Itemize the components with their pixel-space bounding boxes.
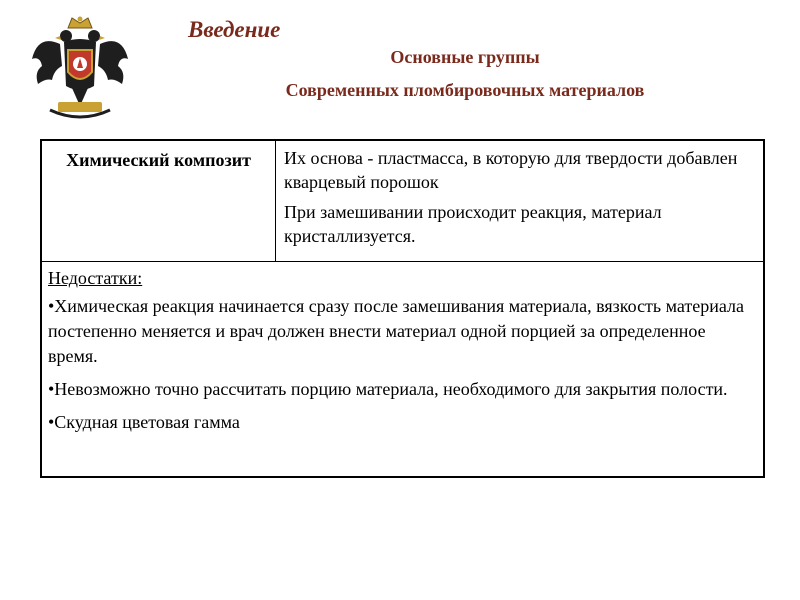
disadvantages-heading: Недостатки:	[48, 268, 143, 288]
material-name-cell	[42, 141, 276, 261]
subtitle-line-1: Основные группы	[390, 47, 540, 67]
description-paragraph: Их основа - пластмасса, в которую для твердости добавлен кварцевый порошок	[284, 148, 738, 192]
double-headed-eagle-emblem-icon	[30, 14, 130, 124]
emblem-logo	[30, 14, 130, 124]
disadvantages-cell	[42, 262, 763, 435]
subtitle-line-2: Современных пломбировочных материалов	[285, 80, 645, 100]
table-row	[42, 141, 763, 262]
material-name: Химический композит	[66, 150, 251, 170]
material-description-cell	[276, 141, 763, 261]
disadvantage-item: •Химическая реакция начинается сразу после замешивания материала, вязкость материала постепенно меняется и врач должен внести материал одной порцией за определенное время.	[48, 296, 745, 366]
section-title: Введение	[188, 17, 281, 42]
description-paragraph: При замешивании происходит реакция, материал кристаллизуется.	[284, 202, 662, 246]
material-table	[40, 139, 765, 478]
disadvantage-item: •Скудная цветовая гамма	[48, 412, 240, 432]
disadvantage-item: •Невозможно точно рассчитать порцию материала, необходимого для закрытия полости.	[48, 379, 728, 399]
